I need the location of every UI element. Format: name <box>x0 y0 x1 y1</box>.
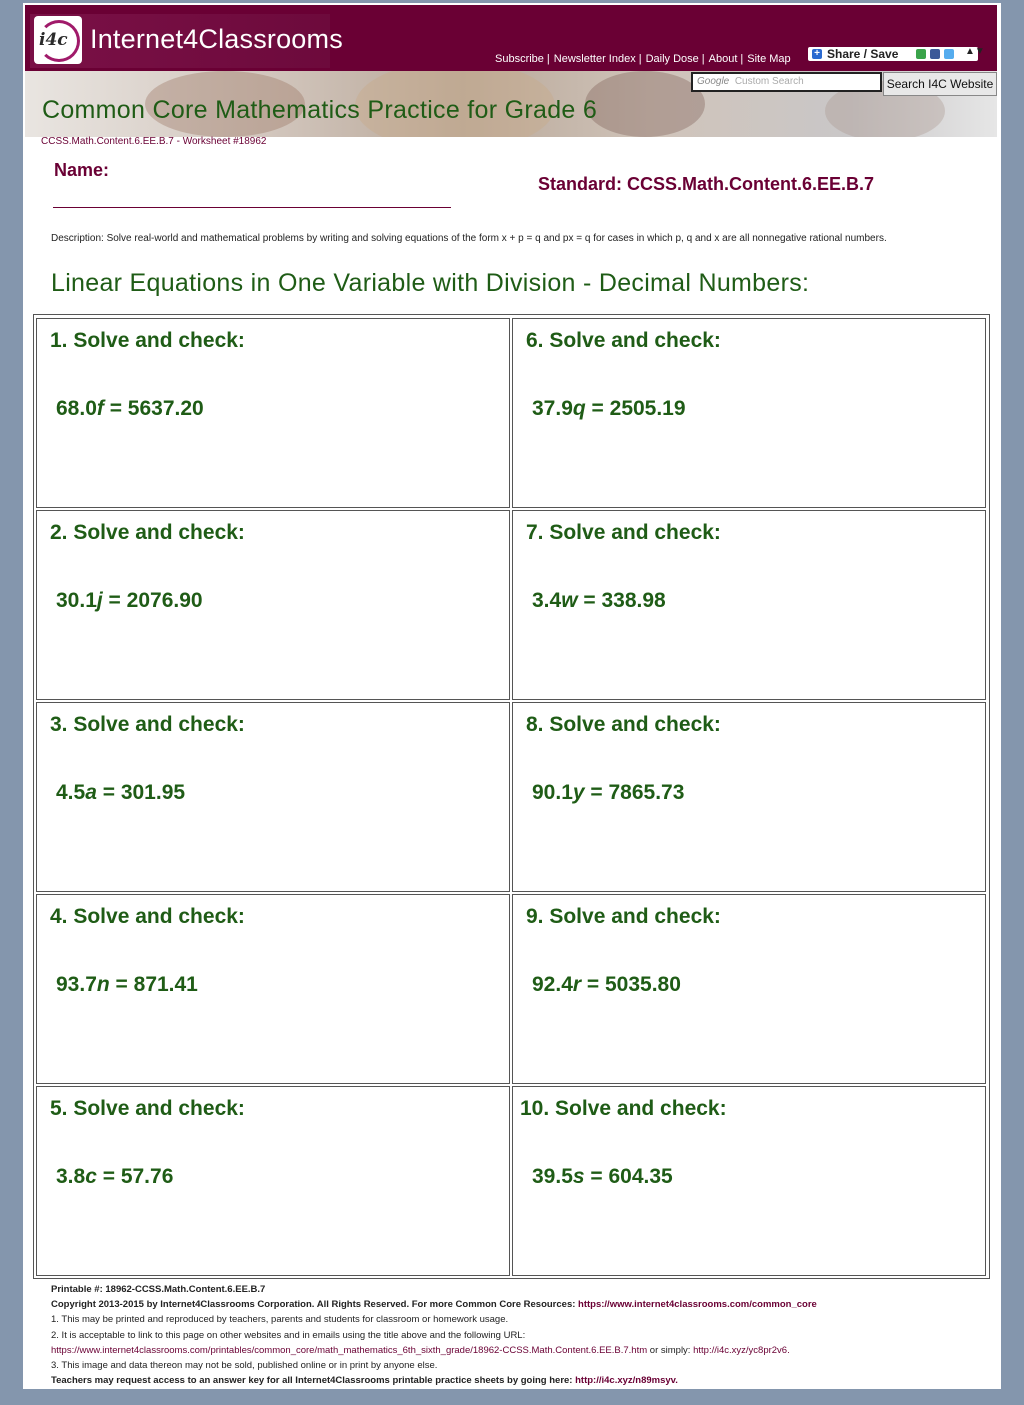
search-input[interactable] <box>691 72 882 92</box>
problem-cell <box>36 1086 510 1276</box>
problem-heading: 9. Solve and check: <box>526 905 721 928</box>
plus-icon: + <box>812 49 822 59</box>
problem-equation: 4.5a = 301.95 <box>56 781 186 804</box>
printable-number: Printable #: 18962-CCSS.Math.Content.6.EE.B.7 <box>51 1284 266 1295</box>
page <box>23 3 1001 1389</box>
top-nav: Subscribe | Newsletter Index | Daily Dose | About | Site Map <box>495 53 791 65</box>
search-button[interactable]: Search I4C Website <box>883 72 997 96</box>
facebook-icon <box>930 49 940 59</box>
problem-heading: 10. Solve and check: <box>520 1097 727 1120</box>
problem-heading: 1. Solve and check: <box>50 329 245 352</box>
footer-url-line: https://www.internet4classrooms.com/printables/common_core/math_mathematics_6th_sixth_grade/18962-CCSS.Math.Content.6.EE.B.7.htm or simply: http://i4c.xyz/yc8pr2v6. <box>51 1344 790 1356</box>
problem-grid <box>33 314 990 1279</box>
logo-badge-icon: i4c <box>34 16 82 64</box>
share-save-button[interactable] <box>808 46 985 61</box>
footer-note: 2. It is acceptable to link to this page on other websites and in emails using the title above and the following URL: <box>51 1329 526 1341</box>
common-core-link[interactable]: https://www.internet4classrooms.com/common_core <box>578 1299 817 1311</box>
footer-note: 3. This image and data thereon may not be sold, published online or in print by anyone else. <box>51 1360 438 1372</box>
answer-key-link[interactable]: http://i4c.xyz/n89msyv. <box>575 1375 678 1387</box>
nav-link-about[interactable]: About <box>708 53 738 65</box>
description: Description: Solve real-world and mathematical problems by writing and solving equations of the form x + p = q and px = q for cases in which p, q and x are all nonnegative rational numbers. <box>51 233 887 244</box>
logo-text: Internet4Classrooms <box>90 24 343 54</box>
problem-heading: 2. Solve and check: <box>50 521 245 544</box>
problem-cell <box>36 510 510 700</box>
copyright: Copyright 2013-2015 by Internet4Classrooms Corporation. All Rights Reserved. For more Common Core Resources: https://www.internet4classrooms.com/common_core <box>51 1299 817 1311</box>
print-icon <box>916 49 926 59</box>
problem-heading: 6. Solve and check: <box>526 329 721 352</box>
banner <box>25 71 997 137</box>
twitter-icon <box>944 49 954 59</box>
up-down-arrows-icon: ▲▼ <box>965 46 985 57</box>
site-logo[interactable] <box>30 14 343 68</box>
problem-equation: 68.0f = 5637.20 <box>56 397 204 420</box>
problem-equation: 93.7n = 871.41 <box>56 973 198 996</box>
problem-heading: 7. Solve and check: <box>526 521 721 544</box>
page-title: Common Core Mathematics Practice for Grade 6 <box>42 96 598 124</box>
problem-equation: 90.1y = 7865.73 <box>532 781 685 804</box>
nav-link-site-map[interactable]: Site Map <box>747 53 791 65</box>
problem-heading: 8. Solve and check: <box>526 713 721 736</box>
problem-equation: 3.8c = 57.76 <box>56 1165 174 1188</box>
worksheet-url-link[interactable]: https://www.internet4classrooms.com/printables/common_core/math_mathematics_6th_sixth_grade/18962-CCSS.Math.Content.6.EE.B.7.htm <box>51 1344 648 1356</box>
problem-heading: 4. Solve and check: <box>50 905 245 928</box>
problem-cell <box>512 318 986 508</box>
nav-link-daily-dose[interactable]: Daily Dose <box>645 53 699 65</box>
standard-label: Standard: CCSS.Math.Content.6.EE.B.7 <box>538 174 875 194</box>
name-line <box>53 207 451 208</box>
problem-cell <box>512 510 986 700</box>
problem-cell <box>512 702 986 892</box>
share-save-label: Share / Save <box>827 47 899 61</box>
problem-cell <box>36 318 510 508</box>
problem-cell <box>512 894 986 1084</box>
name-label: Name: <box>54 160 110 180</box>
problem-equation: 37.9q = 2505.19 <box>532 397 686 420</box>
breadcrumb: CCSS.Math.Content.6.EE.B.7 - Worksheet #18962 <box>41 136 267 147</box>
problem-equation: 3.4w = 338.98 <box>532 589 666 612</box>
footer <box>51 1282 991 1388</box>
problem-equation: 92.4r = 5035.80 <box>532 973 681 996</box>
problem-cell <box>36 894 510 1084</box>
nav-link-subscribe[interactable]: Subscribe <box>495 53 544 65</box>
google-logo: Google <box>697 76 730 87</box>
section-title: Linear Equations in One Variable with Division - Decimal Numbers: <box>51 269 810 297</box>
short-url-link[interactable]: http://i4c.xyz/yc8pr2v6. <box>693 1344 790 1356</box>
search-placeholder: Custom Search <box>734 76 804 87</box>
problem-cell <box>512 1086 986 1276</box>
problem-equation: 30.1j = 2076.90 <box>56 589 203 612</box>
nav-link-newsletter-index[interactable]: Newsletter Index <box>553 53 636 65</box>
footer-note: 1. This may be printed and reproduced by teachers, parents and students for classroom or homework usage. <box>51 1314 509 1326</box>
answer-key-note: Teachers may request access to an answer key for all Internet4Classrooms printable practice sheets by going here: http://i4c.xyz/n89msyv. <box>51 1375 678 1387</box>
site-header <box>25 5 997 71</box>
problem-heading: 5. Solve and check: <box>50 1097 245 1120</box>
problem-equation: 39.5s = 604.35 <box>532 1165 673 1188</box>
problem-heading: 3. Solve and check: <box>50 713 245 736</box>
problem-cell <box>36 702 510 892</box>
